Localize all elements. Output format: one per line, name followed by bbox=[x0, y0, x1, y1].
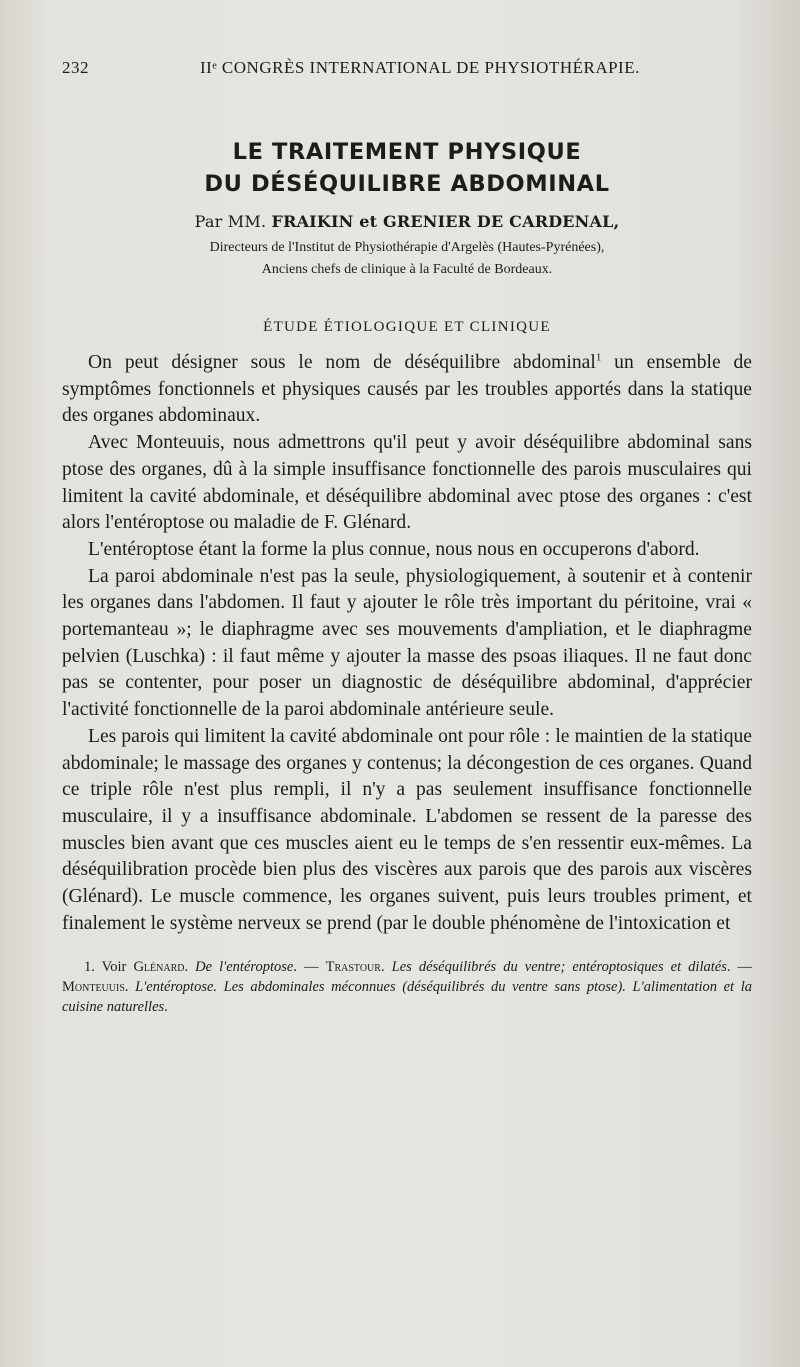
footnote-number: 1. bbox=[84, 959, 95, 976]
page-number: 232 bbox=[62, 58, 89, 77]
book-page bbox=[62, 58, 752, 1017]
footnote-title-3: L'entéroptose. Les abdominales méconnues (déséquilibrés du ventre sans ptose). L'alimentation et la cuisine naturelles bbox=[62, 979, 752, 1016]
running-title: IIᵉ CONGRÈS INTERNATIONAL DE PHYSIOTHÉRAPIE. bbox=[200, 58, 640, 77]
footnote-sep: . bbox=[380, 959, 392, 976]
footnote-title-1: De l'entéroptose bbox=[195, 959, 294, 976]
affiliation bbox=[62, 237, 752, 281]
footnote-1 bbox=[62, 957, 752, 1017]
footnote-reference: 1 bbox=[595, 351, 602, 364]
footnote-author-monteuuis: Monteuuis bbox=[62, 979, 125, 996]
footnote-author-trastour: Trastour bbox=[325, 959, 381, 976]
title-line-1: LE TRAITEMENT PHYSIQUE bbox=[232, 139, 582, 165]
authors-names: FRAIKIN et GRENIER DE CARDENAL, bbox=[271, 212, 620, 231]
paragraph-4: La paroi abdominale n'est pas la seule, physiologiquement, à soutenir et à contenir les organes dans l'abdomen. Il faut y ajouter le rôle très important du péritoine, vrai « portemanteau »; le diaphragme avec ses mouvements d'ampliation, et le diaphragme pelvien (Luschka) : il faut même y ajouter la masse des psoas iliaques. Il ne faut donc pas se contenter, pour poser un diagnostic de déséquilibre abdominal, d'apprécier l'activité fonctionnelle de la paroi abdominale antérieure seule. bbox=[62, 565, 752, 721]
footnote-sep: . bbox=[124, 979, 136, 996]
paragraph-5: Les parois qui limitent la cavité abdominale ont pour rôle : le maintien de la statique abdominale; le massage des organes y contenus; la décongestion de ces organes. Quand ce triple rôle n'est plus rempli, il n'y a pas seulement insuffisance fonctionnelle musculaire, il y a insuffisance abdominale. L'abdomen se ressent de la paresse des muscles bien avant que ces muscles aient eu le temps de s'en ressentir eux-mêmes. La déséquilibration procède bien plus des viscères aux parois que des parois aux viscères (Glénard). Le muscle commence, les organes suivent, puis leurs troubles priment, et finalement le système nerveux se prend (par le double phénomène de l'intoxication et bbox=[62, 725, 752, 934]
section-heading: ÉTUDE ÉTIOLOGIQUE ET CLINIQUE bbox=[263, 319, 551, 335]
authors-prefix: Par MM. bbox=[194, 212, 272, 231]
affiliation-line-2: Anciens chefs de clinique à la Faculté de Bordeaux. bbox=[261, 262, 553, 277]
running-header bbox=[62, 58, 752, 88]
paragraph-2: Avec Monteuuis, nous admettrons qu'il peut y avoir déséquilibre abdominal sans ptose des organes, dû à la simple insuffisance fonctionnelle des parois musculaires qui limitent la cavité abdominale, et déséquilibre abdominal avec ptose des organes : c'est alors l'entéroptose ou maladie de F. Glénard. bbox=[62, 432, 752, 534]
footnote-end: . bbox=[164, 999, 168, 1016]
footnote-sep: . — bbox=[726, 959, 753, 976]
footnotes bbox=[62, 957, 752, 1017]
article-body bbox=[62, 350, 752, 937]
footnote-voir: Voir bbox=[94, 959, 134, 976]
footnote-author-glenard: Glénard bbox=[133, 959, 185, 976]
paragraph-1-text-b: un ensemble de symptômes fonctionnels et physiques causés par les troubles apportés dans la statique des organes abdominaux. bbox=[62, 352, 753, 427]
affiliation-line-1: Directeurs de l'Institut de Physiothérapie d'Argelès (Hautes-Pyrénées), bbox=[209, 240, 605, 255]
paragraph-3: L'entéroptose étant la forme la plus connue, nous nous en occuperons d'abord. bbox=[88, 538, 700, 560]
footnote-title-2: Les déséquilibrés du ventre; entéroptosiques et dilatés bbox=[391, 959, 727, 976]
paragraph-1-text-a: On peut désigner sous le nom de déséquilibre abdominal bbox=[88, 352, 596, 373]
title-line-2: DU DÉSÉQUILIBRE ABDOMINAL bbox=[204, 171, 610, 197]
footnote-sep: . — bbox=[293, 959, 326, 976]
article-title bbox=[62, 136, 752, 200]
authors-line bbox=[62, 212, 752, 231]
paragraph-1 bbox=[62, 350, 752, 430]
footnote-sep: . bbox=[184, 959, 196, 976]
